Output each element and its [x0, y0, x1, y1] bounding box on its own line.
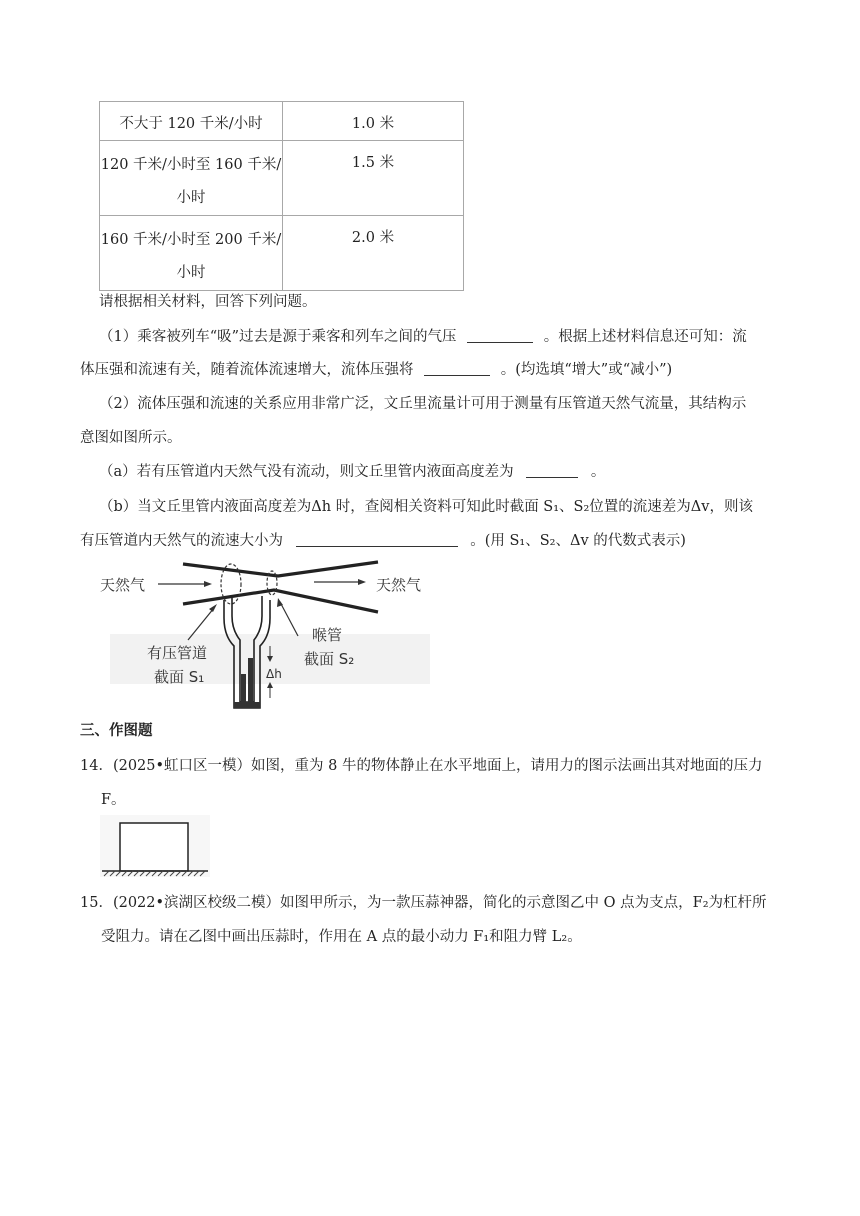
gas-left-label: 天然气: [100, 576, 146, 594]
table-row: [100, 102, 464, 141]
answer-blank[interactable]: [467, 328, 533, 343]
s1-pointer-head: [209, 604, 217, 612]
table-cell-distance: 1.0 米: [283, 102, 464, 141]
table-cell-distance: 2.0 米: [283, 216, 464, 291]
table-cell-distance: 1.5 米: [283, 141, 464, 216]
intro-text: 请根据相关材料，回答下列问题。: [99, 294, 317, 310]
block-on-ground-figure: [100, 815, 210, 877]
label-s1-line1: 有压管道: [147, 644, 208, 662]
venturi-tube-figure: [100, 556, 440, 716]
gas-out-arrowhead: [358, 579, 366, 585]
speed-distance-table: [99, 101, 464, 291]
q14-line2: F。: [101, 792, 126, 808]
liquid-right-column: [248, 658, 253, 702]
block-object: [120, 823, 188, 871]
gas-right-label: 天然气: [376, 576, 422, 594]
q15-line2: 受阻力。请在乙图中画出压蒜时，作用在 A 点的最小动力 F₁和阻力臂 L₂。: [101, 929, 582, 945]
table-row: [100, 141, 464, 216]
table-cell-speed: 不大于 120 千米/小时: [100, 102, 283, 141]
liquid-bottom: [234, 702, 260, 708]
table-row: [100, 216, 464, 291]
q2-line2: 意图如图所示。: [80, 430, 182, 446]
q1-line1: （1）乘客被列车“吸”过去是源于乘客和列车之间的气压 。根据上述材料信息还可知：流: [99, 329, 747, 345]
liquid-left-column: [241, 674, 246, 702]
pipe-upper-wall: [183, 562, 378, 576]
table-cell-speed: 160 千米/小时至 200 千米/ 小时: [100, 216, 283, 291]
answer-blank[interactable]: [296, 532, 458, 547]
delta-h-label: Δh: [266, 667, 282, 681]
table-cell-speed: 120 千米/小时至 160 千米/ 小时: [100, 141, 283, 216]
section-heading: 三、作图题: [80, 723, 153, 739]
qa-line: （a）若有压管道内天然气没有流动，则文丘里管内液面高度差为 。: [99, 464, 606, 480]
answer-blank[interactable]: [424, 361, 490, 376]
q2-line1: （2）流体压强和流速的关系应用非常广泛，文丘里流量计可用于测量有压管道天然气流量，其结构示: [99, 396, 747, 412]
qb-line1: （b）当文丘里管内液面高度差为Δh 时，查阅相关资料可知此时截面 S₁、S₂位置的流速差为Δv，则该: [99, 499, 753, 515]
q1-line2: 体压强和流速有关，随着流体流速增大，流体压强将 。(均选填“增大”或“减小”): [80, 362, 673, 378]
gas-in-arrowhead: [204, 581, 212, 587]
q15-line1: 15．(2022•滨湖区校级二模）如图甲所示，为一款压蒜神器，简化的示意图乙中 O 点为支点，F₂为杠杆所: [80, 895, 767, 911]
label-s2-line1: 喉管: [312, 626, 343, 644]
label-s2-line2: 截面 S₂: [304, 650, 355, 668]
s2-pointer: [280, 602, 298, 636]
answer-blank[interactable]: [526, 463, 578, 478]
q14-line1: 14．(2025•虹口区一模）如图，重为 8 牛的物体静止在水平地面上，请用力的图示法画出其对地面的压力: [80, 758, 763, 774]
label-s1-line2: 截面 S₁: [154, 668, 205, 686]
qb-line2: 有压管道内天然气的流速大小为 。(用 S₁、S₂、Δv 的代数式表示): [80, 533, 686, 549]
